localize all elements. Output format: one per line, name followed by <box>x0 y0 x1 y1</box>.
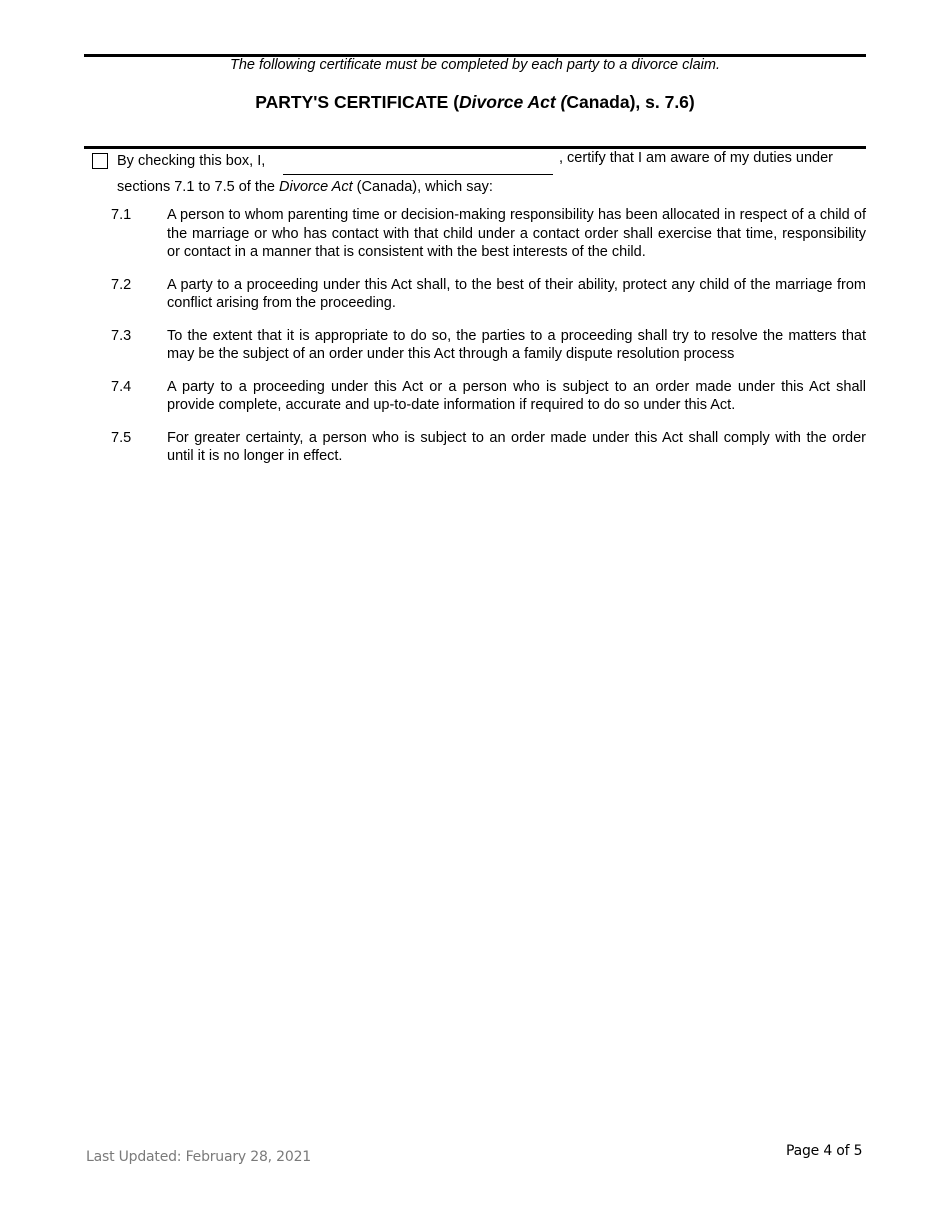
section-rule <box>84 146 866 149</box>
sections-act-name: Divorce Act <box>279 179 353 195</box>
title-prefix: PARTY'S CERTIFICATE ( <box>255 92 460 112</box>
clause-list <box>111 206 866 480</box>
clause-number: 7.1 <box>111 207 132 223</box>
clause-text: A person to whom parenting time or decision-making responsibility has been allocated in respect of a child of the marriage or who has contact with that child under a contact order shall exercise that time, responsibility or contact in a manner that is consistent with the best interests of the child. <box>167 207 866 260</box>
certify-checkbox[interactable] <box>92 153 108 169</box>
clause-7-2 <box>111 276 866 313</box>
clause-number: 7.3 <box>111 327 132 344</box>
clause-number: 7.4 <box>111 378 132 395</box>
last-updated: Last Updated: February 28, 2021 <box>86 1149 311 1165</box>
clause-number: 7.2 <box>111 276 132 293</box>
certification-line <box>90 150 866 178</box>
instruction-text: The following certificate must be completed by each party to a divorce claim. <box>229 57 720 73</box>
sections-prefix: sections 7.1 to 7.5 of the <box>117 179 280 195</box>
clause-7-1 <box>111 206 866 262</box>
clause-text: For greater certainty, a person who is subject to an order made under this Act shall comply with the order until it is no longer in effect. <box>167 429 866 464</box>
clause-text: A party to a proceeding under this Act shall, to the best of their ability, protect any child of the marriage from conflict arising from the proceeding. <box>167 276 866 311</box>
title-italic: Divorce Act ( <box>459 92 567 112</box>
clause-7-4 <box>111 378 866 415</box>
clause-text: To the extent that it is appropriate to do so, the parties to a proceeding shall try to resolve the matters that may be the subject of an order under this Act through a family dispute resolution process <box>167 327 866 362</box>
clause-7-3 <box>111 327 866 364</box>
certificate-title <box>84 92 866 113</box>
certify-prefix-text: By checking this box, I, <box>117 153 266 169</box>
certify-suffix-text: , certify that I am aware of my duties under <box>559 150 834 166</box>
sections-intro <box>117 179 493 195</box>
title-suffix: Canada), s. 7.6) <box>566 92 695 112</box>
clause-number: 7.5 <box>111 429 132 446</box>
party-name-field[interactable] <box>283 151 553 175</box>
page-number: Page 4 of 5 <box>786 1143 863 1159</box>
clause-text: A party to a proceeding under this Act or a person who is subject to an order made under this Act shall provide complete, accurate and up-to-date information if required to do so under this Act. <box>167 378 866 413</box>
sections-suffix: (Canada), which say: <box>352 179 493 195</box>
clause-7-5 <box>111 429 866 466</box>
